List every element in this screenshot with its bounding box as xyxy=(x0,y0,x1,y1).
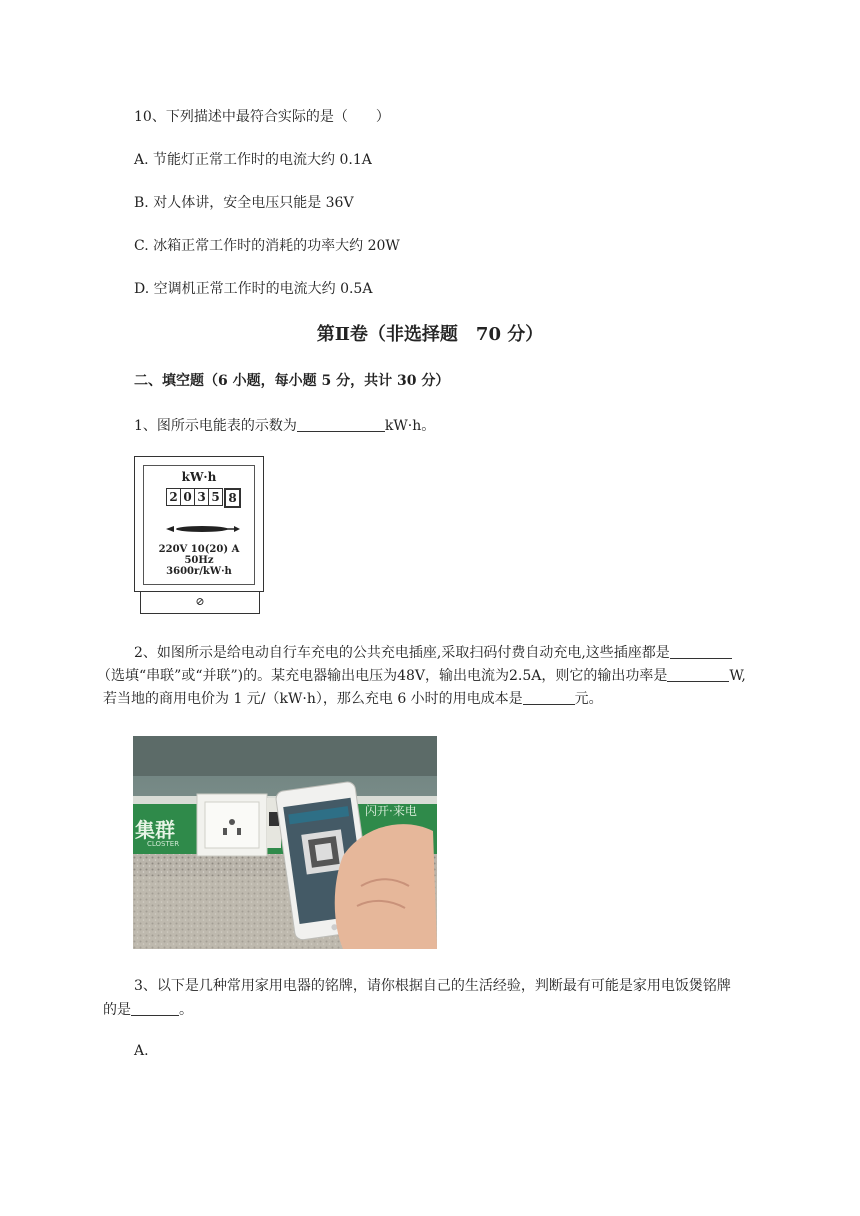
fill-in-heading: 二、填空题（6 小题，每小题 5 分，共计 30 分） xyxy=(134,373,450,389)
question-3-option-a: A. xyxy=(134,1043,149,1059)
question-2-text-4: 若当地的商用电价为 1 元/（kW·h），那么充电 6 小时的用电成本是 xyxy=(103,691,523,707)
question-3-end: 。 xyxy=(179,1002,193,1018)
section-title: 第Ⅱ卷（非选择题 70 分） xyxy=(316,324,544,345)
meter-digit: 0 xyxy=(180,488,195,506)
question-10-option-d: D. 空调机正常工作时的电流大约 0.5A xyxy=(134,281,373,297)
meter-rating: 220V 10(20) A 50Hz xyxy=(158,544,240,566)
question-10-stem: 10、下列描述中最符合实际的是（ ） xyxy=(134,109,390,125)
photo-sign-left: 集群 xyxy=(135,818,175,842)
question-10-option-a: A. 节能灯正常工作时的电流大约 0.1A xyxy=(134,152,372,168)
question-1-unit: kW·h。 xyxy=(384,418,436,434)
question-3-line-1: 3、以下是几种常用家用电器的铭牌，请你根据自己的生活经验，判断最有可能是家用电饭煲铭牌 xyxy=(134,978,731,994)
question-10-option-b: B. 对人体讲，安全电压只能是 36V xyxy=(134,195,354,211)
meter-screw-icon: ⊘ xyxy=(195,595,205,608)
question-3-line-2 xyxy=(103,999,193,1019)
meter-unit: kW·h xyxy=(181,470,217,484)
meter-digit: 3 xyxy=(194,488,209,506)
question-2-text-1: 2、如图所示是给电动自行车充电的公共充电插座,采取扫码付费自动充电,这些插座都是 xyxy=(134,645,670,661)
photo-sign-right: 闪开·来电 xyxy=(365,804,417,818)
answer-blank[interactable] xyxy=(297,417,385,432)
meter-constant: 3600r/kW·h xyxy=(166,566,232,577)
energy-meter-figure xyxy=(134,456,264,616)
meter-digits xyxy=(166,488,240,508)
question-2-text-2: （选填“串联”或“并联”)的。某充电器输出电压为48V，输出电流为2.5A，则它的输出功率是 xyxy=(97,668,668,684)
meter-digit-decimal: 8 xyxy=(224,488,241,508)
meter-disc-arrow-icon xyxy=(164,524,242,534)
question-1-text: 1、图所示电能表的示数为 xyxy=(134,418,297,434)
question-1 xyxy=(134,415,435,435)
meter-face xyxy=(143,465,255,585)
meter-terminal xyxy=(140,591,260,614)
photo-sign-left-sub: CLOSTER xyxy=(147,840,180,848)
meter-digit: 2 xyxy=(166,488,181,506)
question-2-text-5: 元。 xyxy=(574,691,603,707)
meter-body xyxy=(134,456,264,592)
answer-blank[interactable] xyxy=(670,644,732,659)
charging-socket-photo xyxy=(133,736,437,949)
question-2 xyxy=(97,642,813,711)
answer-blank[interactable] xyxy=(523,690,575,705)
question-2-text-3: W, xyxy=(729,668,746,684)
meter-digit: 5 xyxy=(208,488,223,506)
question-10-option-c: C. 冰箱正常工作时的消耗的功率大约 20W xyxy=(134,238,400,254)
answer-blank[interactable] xyxy=(667,667,729,682)
answer-blank[interactable] xyxy=(131,1001,179,1016)
question-3-text: 的是 xyxy=(103,1002,131,1018)
